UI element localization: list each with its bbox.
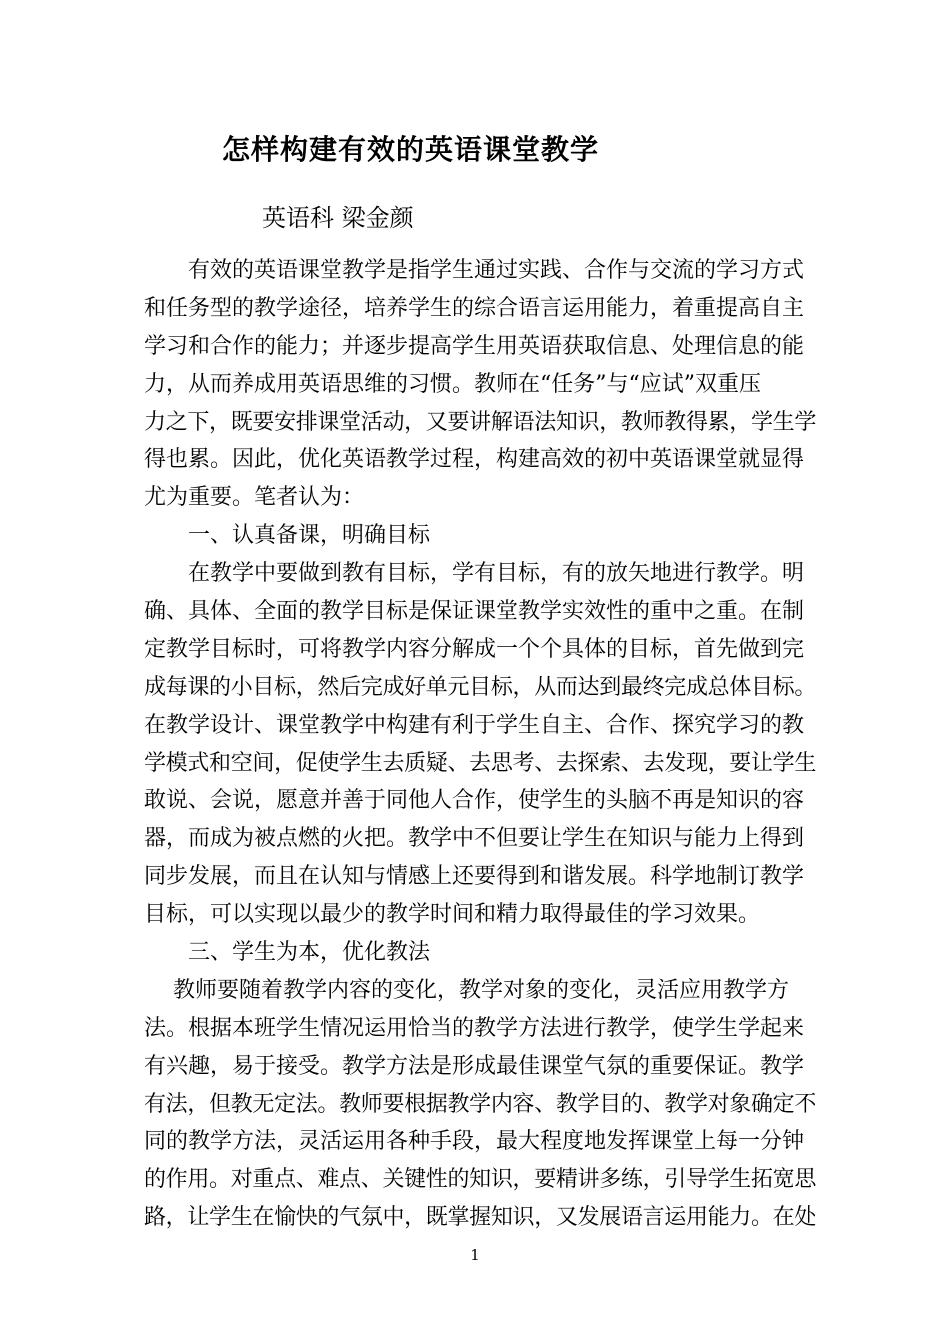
document-body	[144, 252, 816, 1237]
text-line: 成每课的小目标，然后完成好单元目标，从而达到最终完成总体目标。	[144, 674, 817, 700]
text-line: 有兴趣，易于接受。教学方法是形成最佳课堂气氛的重要保证。教学	[144, 1053, 805, 1079]
text-line: 学模式和空间，促使学生去质疑、去思考、去探索、去发现，要让学生	[144, 750, 817, 776]
text-line: 确、具体、全面的教学目标是保证课堂教学实效性的重中之重。在制	[144, 599, 805, 625]
text-line: 法。根据本班学生情况运用恰当的教学方法进行教学，使学生学起来	[144, 1015, 805, 1041]
text-line: 有效的英语课堂教学是指学生通过实践、合作与交流的学习方式	[144, 258, 805, 283]
text-line: 在教学设计、课堂教学中构建有利于学生自主、合作、探究学习的教	[144, 712, 805, 738]
text-line: 定教学目标时，可将教学内容分解成一个个具体的目标，首先做到完	[144, 636, 805, 662]
text-line: 器，而成为被点燃的火把。教学中不但要让学生在知识与能力上得到	[144, 826, 805, 852]
page-number: 1	[470, 1246, 480, 1264]
text-line: 和任务型的教学途径，培养学生的综合语言运用能力，着重提高自主	[144, 295, 805, 321]
text-line: 路，让学生在愉快的气氛中，既掌握知识，又发展语言运用能力。在处	[144, 1205, 817, 1231]
author-line: 英语科 梁金颜	[262, 204, 414, 232]
text-line: 目标，可以实现以最少的教学时间和精力取得最佳的学习效果。	[144, 902, 761, 928]
text-line: 尤为重要。笔者认为：	[144, 485, 365, 511]
document-title: 怎样构建有效的英语课堂教学	[222, 133, 600, 166]
text-line: 同的教学方法，灵活运用各种手段，最大程度地发挥课堂上每一分钟	[144, 1129, 805, 1155]
text-line: 有法，但教无定法。教师要根据教学内容、教学目的、教学对象确定不	[144, 1091, 817, 1117]
text-line: 同步发展，而且在认知与情感上还要得到和谐发展。科学地制订教学	[144, 864, 805, 890]
text-line: 在教学中要做到教有目标，学有目标，有的放矢地进行教学。明	[144, 561, 805, 587]
text-line: 教师要随着教学内容的变化，教学对象的变化，灵活应用教学方	[144, 977, 789, 1003]
text-line: 的作用。对重点、难点、关键性的知识，要精讲多练，引导学生拓宽思	[144, 1167, 817, 1193]
text-line: 敢说、会说，愿意并善于同他人合作，使学生的头脑不再是知识的容	[144, 788, 805, 814]
text-line: 得也累。因此，优化英语教学过程，构建高效的初中英语课堂就显得	[144, 447, 805, 473]
text-line: 三、学生为本，优化教法	[144, 940, 431, 966]
text-line: 力，从而养成用英语思维的习惯。教师在“任务”与“应试”双重压	[144, 371, 761, 397]
text-line: 学习和合作的能力；并逐步提高学生用英语获取信息、处理信息的能	[144, 333, 805, 359]
text-line: 力之下，既要安排课堂活动，又要讲解语法知识，教师教得累，学生学	[144, 409, 817, 435]
text-line: 一、认真备课，明确目标	[144, 523, 431, 549]
